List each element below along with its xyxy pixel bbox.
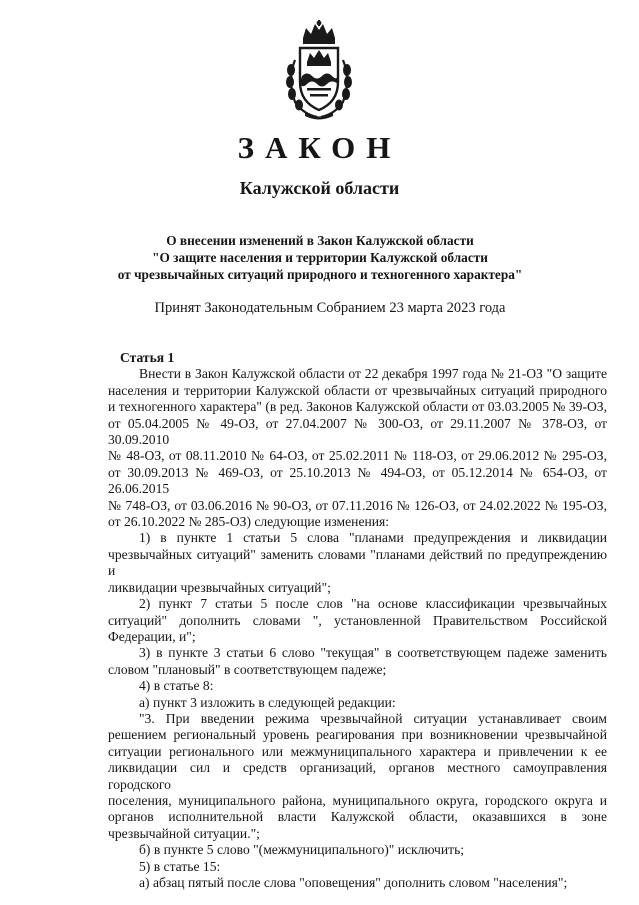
- paragraph-line: № 748-ОЗ, от 03.06.2016 № 90-ОЗ, от 07.11.2016 № 126-ОЗ, от 24.02.2022 № 195-ОЗ,: [108, 497, 607, 513]
- paragraph-line: 2) пункт 7 статьи 5 после слов "на основе классификации чрезвычайных: [139, 596, 607, 612]
- paragraph-line: ликвидации сил и средств организаций, органов местного самоуправления городского: [108, 760, 607, 792]
- paragraph: [108, 859, 607, 875]
- paragraph-line: чрезвычайных ситуаций" заменить словами "планами действий по предупреждению и: [108, 546, 607, 579]
- paragraph: [108, 596, 607, 645]
- paragraph-line: от 26.10.2022 № 285-ОЗ) следующие изменения:: [108, 514, 390, 530]
- law-heading: [105, 232, 535, 283]
- heading-line: от чрезвычайных ситуаций природного и техногенного характера": [117, 267, 523, 282]
- paragraph-line: и техногенного характера" (в ред. Законов Калужской области от 03.03.2005 № 39-ОЗ,: [108, 399, 607, 415]
- paragraph: [108, 678, 607, 694]
- paragraph-line: 3) в пункте 3 статьи 6 слово "текущая" в соответствующем падеже заменить: [139, 645, 607, 661]
- document-title: ЗАКОН: [237, 130, 402, 165]
- paragraph: [108, 842, 607, 858]
- paragraph-line: Федерации, и";: [108, 628, 196, 644]
- paragraph-line: ситуаций" дополнить словами ", установленной Правительством Российской: [108, 612, 607, 628]
- paragraph-line: а) абзац пятый после слова "оповещения" дополнить словом "населения";: [139, 875, 568, 890]
- paragraph-line: б) в пункте 5 слово "(межмуниципального)" исключить;: [139, 842, 465, 858]
- paragraph-line: чрезвычайной ситуации.";: [108, 825, 260, 841]
- paragraph-line: от 05.04.2005 № 49-ОЗ, от 27.04.2007 № 300-ОЗ, от 29.11.2007 № 378-ОЗ, от 30.09.2010: [108, 415, 607, 448]
- paragraph-line: Внести в Закон Калужской области от 22 декабря 1997 года № 21-ОЗ "О защите: [139, 366, 607, 382]
- paragraph: [108, 530, 607, 596]
- paragraph-line: 1) в пункте 1 статьи 5 слова "планами предупреждения и ликвидации: [139, 530, 607, 546]
- paragraph-line: ликвидации чрезвычайных ситуаций";: [108, 579, 331, 595]
- paragraph-line: от 30.09.2013 № 469-ОЗ, от 25.10.2013 № 494-ОЗ, от 05.12.2014 № 654-ОЗ, от 26.06.2015: [108, 464, 607, 497]
- paragraph-line: ситуации регионального или межмуниципального характера и привлечении к ее: [108, 743, 607, 759]
- paragraph-line: "3. При введении режима чрезвычайной ситуации устанавливает своим: [139, 710, 607, 726]
- article-title: Статья 1: [120, 350, 175, 365]
- paragraph: [108, 875, 607, 891]
- paragraph-line: населения и территории Калужской области от чрезвычайных ситуаций природного: [108, 382, 607, 398]
- paragraph-line: решением региональный уровень реагирования при возникновении чрезвычайной: [108, 727, 607, 743]
- document-subtitle: Калужской области: [239, 178, 400, 198]
- paragraph: [108, 366, 607, 530]
- paragraph-line: 4) в статье 8:: [139, 678, 214, 694]
- paragraph-line: словом "плановый" в соответствующем падеже;: [108, 661, 387, 677]
- heading-line: О внесении изменений в Закон Калужской области: [166, 233, 474, 248]
- paragraph-line: поселения, муниципального района, муниципального округа, городского округа и: [108, 792, 607, 808]
- paragraph: [108, 711, 607, 842]
- paragraph-line: № 48-ОЗ, от 08.11.2010 № 64-ОЗ, от 25.02.2011 № 118-ОЗ, от 29.06.2012 № 295-ОЗ,: [108, 448, 607, 464]
- paragraph-line: органов исполнительной власти Калужской области, оказавшихся в зоне: [108, 809, 607, 825]
- adoption-date: Принят Законодательным Собранием 23 марта 2023 года: [154, 300, 506, 316]
- paragraph: [108, 695, 607, 711]
- heading-line: "О защите населения и территории Калужской области: [152, 250, 488, 265]
- paragraph-line: 5) в статье 15:: [139, 858, 221, 874]
- document-body: [108, 350, 607, 891]
- coat-of-arms-icon: [283, 20, 355, 120]
- paragraph: [108, 645, 607, 678]
- paragraph-line: а) пункт 3 изложить в следующей редакции:: [139, 694, 396, 710]
